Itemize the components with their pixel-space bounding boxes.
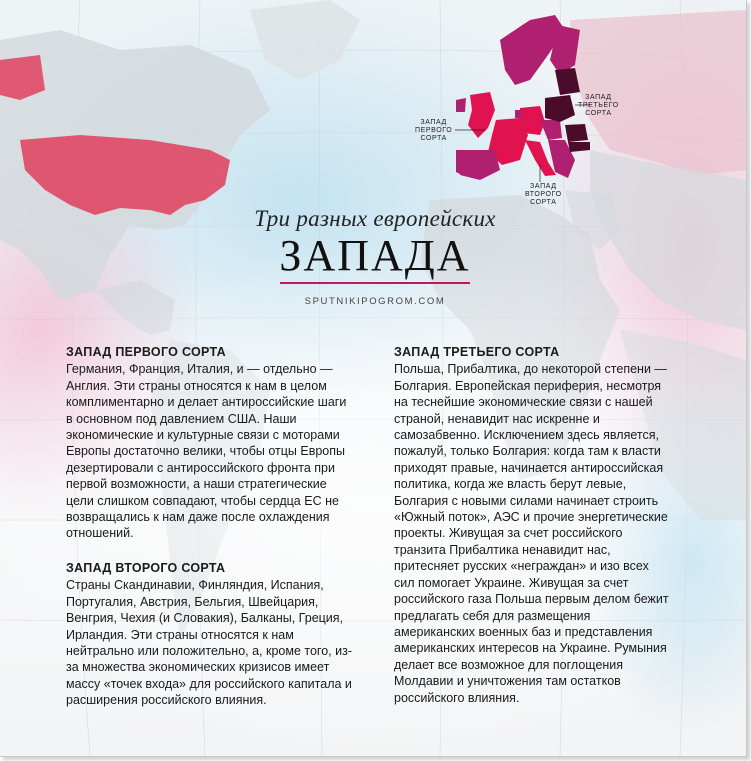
- section-text-second: Страны Скандинавии, Финляндия, Испания, Португалия, Австрия, Бельгия, Швейцария, Венгрия, Чехия (и Словакия), Балканы, Греция, Ирландия. Эти страны относятся к нам нейтрально или положительно, а, кроме того, из-за множества экономических кризисов имеет массу «точек входа» для российского капитала и расширения российского влияния.: [66, 578, 352, 708]
- section-title-third: ЗАПАД ТРЕТЬЕГО СОРТА: [394, 345, 560, 359]
- right-column: [394, 344, 670, 724]
- left-column: [66, 344, 356, 727]
- section-title-first: ЗАПАД ПЕРВОГО СОРТА: [66, 345, 226, 359]
- article-subtitle: Три разных европейских: [254, 206, 496, 231]
- site-url: SPUTNIKIPOGROM.COM: [304, 296, 446, 307]
- article-title: ЗАПАДА: [279, 231, 471, 280]
- map-label-third-tier: ЗАПАД ТРЕТЬЕГО СОРТА: [578, 94, 619, 117]
- map-label-second-tier: ЗАПАД ВТОРОГО СОРТА: [525, 183, 562, 206]
- map-label-first-tier: ЗАПАД ПЕРВОГО СОРТА: [415, 119, 453, 142]
- article-heading: [200, 206, 550, 307]
- section-title-second: ЗАПАД ВТОРОГО СОРТА: [66, 560, 226, 575]
- title-underline: [280, 282, 470, 284]
- section-text-first: Германия, Франция, Италия, и — отдельно — Англия. Эти страны относятся к нам в целом комплиментарно и делает антироссийские шаги в основном под давлением США. Наши экономические и культурные связи с моторами Европы достаточно велики, чтобы отцы Европы дезертировали с антироссийского фронта при первой возможности, а наши стратегические цели слишком совпадают, чтобы сердца ЕС не возвращались к нам даже после охлаждения отношений.: [66, 362, 347, 541]
- section-text-third: Польша, Прибалтика, до некоторой степени — Болгария. Европейская периферия, несмотря на теснейшие экономические связи с нашей страной, ненавидит нас искренне и самозабвенно. Исключением здесь является, пожалуй, только Болгария: когда там к власти приходят правые, начинается антироссийская политика, когда же власть берут левые, Болгария с новыми силами начинает строить «Южный поток», АЭС и прочие энергетические проекты. Живущая за счет российского транзита Прибалтика ненавидит нас, притесняет русских «неграждан» и изо всех сил помогает Украине. Живущая за счет российского газа Польша первым делом бежит предлагать себя для размещения американских военных баз и представления американских интересов на Украине. Румыния делает все возможное для поглощения Молдавии и уничтожения там остатков российского влияния.: [394, 362, 669, 705]
